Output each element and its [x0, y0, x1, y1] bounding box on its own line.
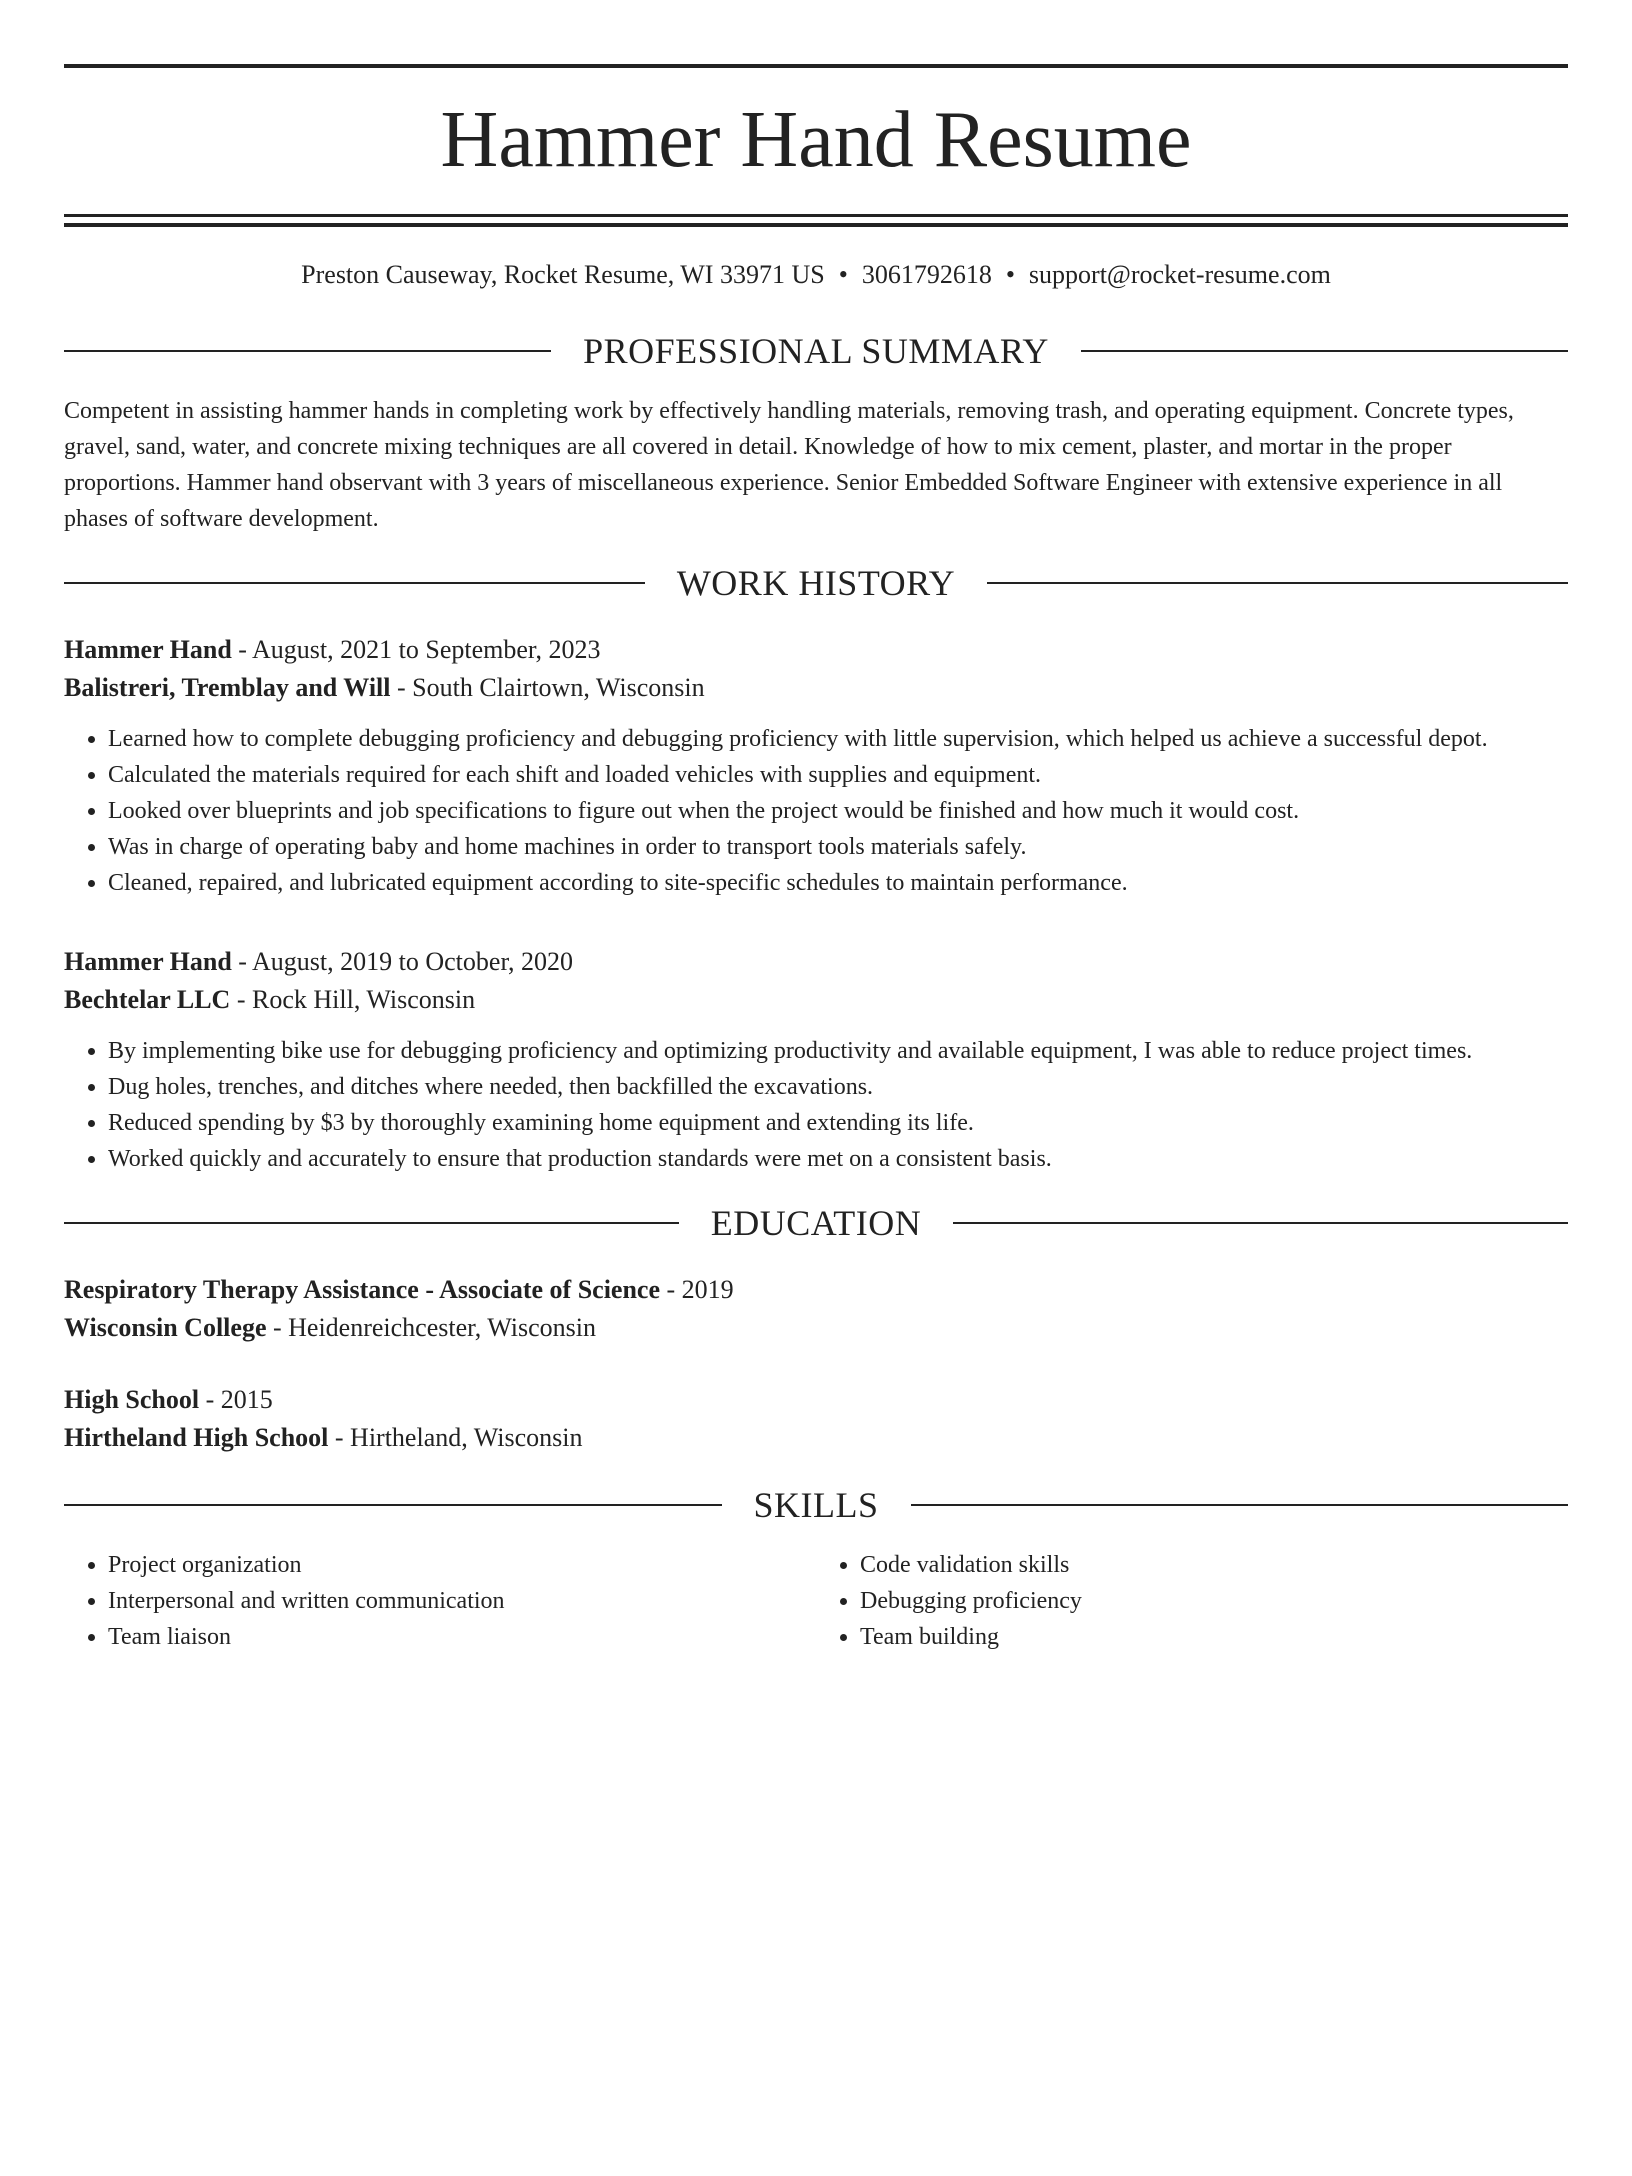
- job-bullet: • Was in charge of operating baby and home machines in order to transport tools materials safely.: [108, 829, 1568, 865]
- education-degree: Respiratory Therapy Assistance - Associate of Science: [64, 1275, 661, 1304]
- job-bullet: • Learned how to complete debugging proficiency and debugging proficiency with little supervision, which helped us achieve a successful depot.: [108, 721, 1568, 757]
- skills-columns: [64, 1547, 1568, 1655]
- skill-item: • Code validation skills: [860, 1547, 1568, 1583]
- heading-rule-left: [64, 1222, 679, 1224]
- heading-rule-left: [64, 1504, 722, 1506]
- section-heading-skills: [64, 1485, 1568, 1525]
- resume-page: [0, 64, 1632, 2176]
- resume-title: Hammer Hand Resume: [440, 96, 1192, 184]
- skill-item: • Team liaison: [108, 1619, 816, 1655]
- education-school: Wisconsin College: [64, 1313, 267, 1342]
- heading-rule-left: [64, 350, 551, 352]
- education-degree: High School: [64, 1385, 200, 1414]
- heading-rule-right: [1081, 350, 1568, 352]
- skill-item: • Project organization: [108, 1547, 816, 1583]
- title-double-rule: [64, 214, 1568, 227]
- job-location: - Rock Hill, Wisconsin: [230, 985, 476, 1014]
- education-degree-line: [64, 1271, 1568, 1309]
- job-bullet: • Looked over blueprints and job specifications to figure out when the project would be finished and how much it would cost.: [108, 793, 1568, 829]
- job-title-line: [64, 943, 1568, 981]
- job-company-line: [64, 669, 1568, 707]
- skills-list-left: [64, 1547, 816, 1655]
- job-dates: - August, 2019 to October, 2020: [231, 947, 574, 976]
- top-rule: [64, 64, 1568, 68]
- job-title-line: [64, 631, 1568, 669]
- heading-rule-right: [953, 1222, 1568, 1224]
- contact-email: support@rocket-resume.com: [1028, 260, 1331, 289]
- heading-rule-right: [987, 582, 1568, 584]
- job-bullets: [64, 721, 1568, 901]
- education-school-line: [64, 1419, 1568, 1457]
- education-year: - 2019: [660, 1275, 734, 1304]
- education-year: - 2015: [199, 1385, 273, 1414]
- education-school: Hirtheland High School: [64, 1423, 329, 1452]
- section-heading-label: WORK HISTORY: [676, 563, 956, 603]
- job-bullet: • Reduced spending by $3 by thoroughly examining home equipment and extending its life.: [108, 1105, 1568, 1141]
- job-bullet: • Worked quickly and accurately to ensure that production standards were met on a consistent basis.: [108, 1141, 1568, 1177]
- education-school-line: [64, 1309, 1568, 1347]
- job-company: Balistreri, Tremblay and Will: [64, 673, 391, 702]
- section-heading-label: EDUCATION: [710, 1203, 922, 1243]
- job-dates: - August, 2021 to September, 2023: [231, 635, 601, 664]
- education-location: - Heidenreichcester, Wisconsin: [266, 1313, 597, 1342]
- heading-rule-right: [911, 1504, 1569, 1506]
- contact-line: [64, 259, 1568, 291]
- job-company-line: [64, 981, 1568, 1019]
- education-degree-line: [64, 1381, 1568, 1419]
- education-location: - Hirtheland, Wisconsin: [328, 1423, 583, 1452]
- heading-rule-left: [64, 582, 645, 584]
- skill-item: • Team building: [860, 1619, 1568, 1655]
- contact-phone: 3061792618: [861, 260, 992, 289]
- job-title: Hammer Hand: [64, 947, 232, 976]
- contact-separator: •: [1005, 260, 1015, 289]
- job-company: Bechtelar LLC: [64, 985, 231, 1014]
- job-bullet: • Cleaned, repaired, and lubricated equipment according to site-specific schedules to maintain performance.: [108, 865, 1568, 901]
- skills-list-right: [816, 1547, 1568, 1655]
- section-heading-education: [64, 1203, 1568, 1243]
- section-heading-summary: [64, 331, 1568, 371]
- section-heading-work-history: [64, 563, 1568, 603]
- job-location: - South Clairtown, Wisconsin: [390, 673, 705, 702]
- education-entry: [64, 1381, 1568, 1457]
- contact-separator: •: [838, 260, 848, 289]
- section-heading-label: PROFESSIONAL SUMMARY: [583, 331, 1049, 371]
- skill-item: • Interpersonal and written communication: [108, 1583, 816, 1619]
- job-entry: [64, 631, 1568, 901]
- job-bullet: • Calculated the materials required for each shift and loaded vehicles with supplies and equipment.: [108, 757, 1568, 793]
- skill-item: • Debugging proficiency: [860, 1583, 1568, 1619]
- education-entry: [64, 1271, 1568, 1347]
- contact-address: Preston Causeway, Rocket Resume, WI 33971 US: [301, 260, 825, 289]
- section-heading-label: SKILLS: [753, 1485, 879, 1525]
- job-title: Hammer Hand: [64, 635, 232, 664]
- job-bullet: • Dug holes, trenches, and ditches where needed, then backfilled the excavations.: [108, 1069, 1568, 1105]
- job-bullets: [64, 1033, 1568, 1177]
- job-entry: [64, 943, 1568, 1177]
- job-bullet: • By implementing bike use for debugging proficiency and optimizing productivity and available equipment, I was able to reduce project times.: [108, 1033, 1568, 1069]
- summary-text: Competent in assisting hammer hands in completing work by effectively handling materials, removing trash, and operating equipment. Concrete types, gravel, sand, water, and concrete mixing techniques are all covered in detail. Knowledge of how to mix cement, plaster, and mortar in the proper proportions. Hammer hand observant with 3 years of miscellaneous experience. Senior Embedded Software Engineer with extensive experience in all phases of software development.: [64, 398, 1514, 532]
